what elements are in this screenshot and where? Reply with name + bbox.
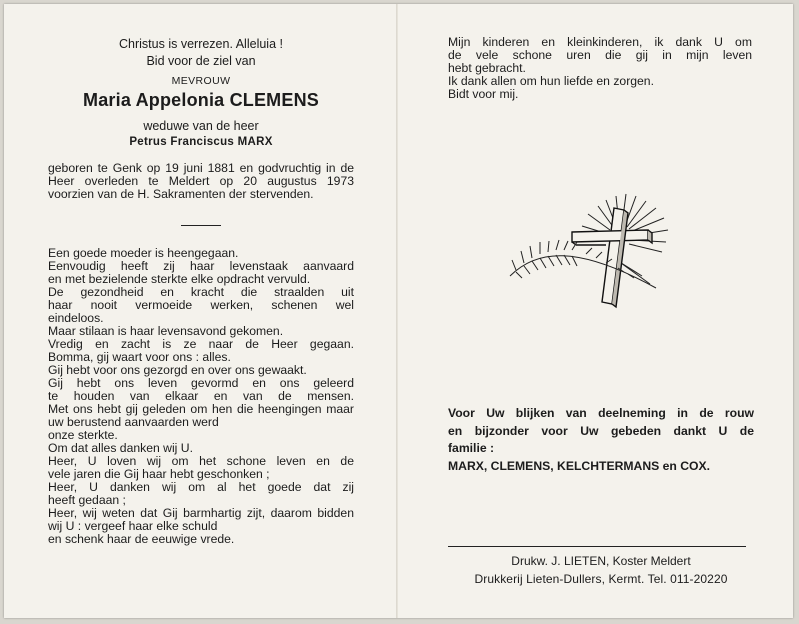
printer-line-1: Drukw. J. LIETEN, Koster Meldert (511, 554, 691, 568)
family-names: MARX, CLEMENS, KELCHTERMANS en COX. (448, 458, 711, 473)
poem-line: vele jaren die Gij haar hebt geschonken ; (48, 467, 270, 481)
thanks-line: Ik dank allen om hun liefde en zorgen. (448, 74, 654, 88)
poem-line: Een goede moeder is heengegaan. (48, 246, 239, 260)
poem-line: eindeloos. (48, 311, 104, 325)
relation-text: weduwe van de heer (143, 119, 259, 133)
printer-line-2: Drukkerij Lieten-Dullers, Kermt. Tel. 011-20220 (474, 572, 728, 586)
thanks-line: Mijn kinderen en kleinkinderen, ik dank U om (448, 35, 752, 49)
poem-line: en met bezielende sterkte elke opdracht vervuld. (48, 272, 311, 286)
husband-name: Petrus Franciscus MARX (129, 136, 273, 148)
printer-divider (448, 546, 746, 547)
poem-line: Bomma, gij waart voor ons : alles. (48, 350, 231, 364)
ack-line: Voor Uw blijken van deelneming in de rouw (448, 406, 754, 420)
poem-line: Vredig en zacht is ze naar de Heer gegaan. (48, 337, 354, 351)
acknowledgement (448, 405, 754, 475)
thanks-line: hebt gebracht. (448, 61, 526, 75)
poem-line: Heer, wij weten dat Gij barmhartig zijt, daarom bidden wij U : vergeef haar elke schuld (48, 506, 354, 533)
thanks-message (448, 36, 752, 101)
cross-with-palm-icon (506, 186, 680, 312)
intro-line-1: Christus is verrezen. Alleluia ! (119, 37, 283, 51)
separator (181, 225, 221, 226)
poem-line: Eenvoudig heeft zij haar levenstaak aanvaard (48, 259, 354, 273)
poem-line: onze sterkte. (48, 428, 118, 442)
ack-line: en bijzonder voor Uw gebeden dankt U de (448, 423, 754, 438)
poem-line: haar nooit vermoeide werken, schenen wel (48, 298, 354, 312)
printer-info (448, 552, 754, 588)
intro-line-2: Bid voor de ziel van (146, 54, 256, 68)
honorific: MEVROUW (171, 75, 231, 87)
cross-with-palm-icon (506, 186, 680, 312)
poem-line: heeft gedaan ; (48, 493, 126, 507)
poem-line: Met ons hebt gij geleden om hen die heengingen maar uw berustend aanvaarden werd (48, 402, 354, 429)
card-fold (396, 4, 398, 618)
left-page (48, 36, 354, 546)
poem-line: Gij hebt voor ons gezorgd en over ons gewaakt. (48, 363, 307, 377)
poem-line: Maar stilaan is haar levensavond gekomen. (48, 324, 284, 338)
poem-line: De gezondheid en kracht die straalden uit (48, 285, 354, 299)
poem-line: en schenk haar de eeuwige vrede. (48, 532, 235, 546)
poem-line: Gij hebt ons leven gevormd en ons geleerd (48, 376, 354, 390)
poem-line: Heer, U danken wij om al het goede dat zij (48, 480, 354, 494)
poem-line: te houden van elkaar en van de mensen. (48, 389, 354, 403)
poem-line: Heer, U loven wij om het schone leven en de (48, 454, 354, 468)
thanks-line: de vele schone uren die gij in mijn leven (448, 48, 752, 62)
ack-line: familie : (448, 441, 495, 455)
poem-line: Om dat alles danken wij U. (48, 441, 193, 455)
thanks-line: Bidt voor mij. (448, 87, 519, 101)
poem (48, 247, 354, 546)
deceased-name: Maria Appelonia CLEMENS (83, 90, 319, 110)
biography: geboren te Genk op 19 juni 1881 en godvruchtig in de Heer overleden te Meldert op 20 augustus 1973 voorzien van de H. Sakramenten der stervenden. (48, 161, 354, 201)
